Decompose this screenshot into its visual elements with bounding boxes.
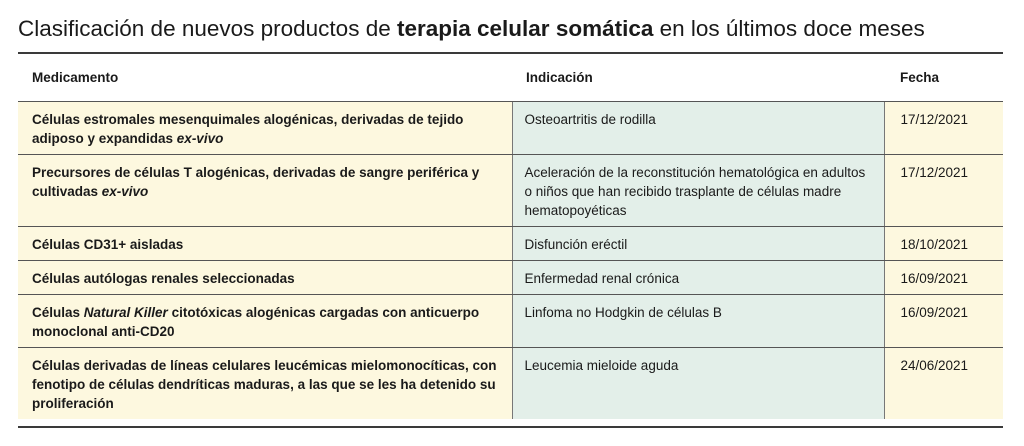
med-italic: ex-vivo (176, 131, 224, 146)
cell-medicamento (18, 227, 512, 261)
cell-fecha: 16/09/2021 (884, 261, 1003, 295)
header-medicamento: Medicamento (18, 54, 512, 102)
header-indicacion: Indicación (512, 54, 884, 102)
table-row (18, 155, 1003, 227)
cell-fecha: 17/12/2021 (884, 102, 1003, 155)
med-text: Células CD31+ aisladas (32, 237, 184, 252)
cell-indicacion: Osteoartritis de rodilla (512, 102, 884, 155)
med-text: Células (32, 305, 84, 320)
cell-medicamento (18, 155, 512, 227)
med-text: Células autólogas renales seleccionadas (32, 271, 295, 286)
title-bold: terapia celular somática (396, 16, 654, 41)
table-frame (18, 52, 1003, 428)
med-text: Precursores de células T alogénicas, derivadas de sangre periférica y cultivadas (32, 165, 480, 199)
cell-fecha: 16/09/2021 (884, 295, 1003, 348)
med-text: Células estromales mesenquimales alogénicas, derivadas de tejido adiposo y expandidas (32, 112, 464, 146)
table-header-row (18, 54, 1003, 102)
cell-medicamento (18, 295, 512, 348)
med-italic: Natural Killer (83, 305, 168, 320)
cell-fecha: 17/12/2021 (884, 155, 1003, 227)
table-row (18, 227, 1003, 261)
table-row (18, 261, 1003, 295)
products-table (18, 54, 1003, 419)
cell-indicacion: Aceleración de la reconstitución hematológica en adultos o niños que han recibido trasplante de células madre hematopoyéticas (512, 155, 884, 227)
cell-medicamento (18, 348, 512, 420)
page-title (18, 14, 1008, 44)
table-row (18, 295, 1003, 348)
cell-medicamento (18, 261, 512, 295)
table-row (18, 348, 1003, 420)
cell-indicacion: Disfunción eréctil (512, 227, 884, 261)
title-suffix: en los últimos doce meses (653, 16, 925, 41)
cell-medicamento (18, 102, 512, 155)
cell-indicacion: Linfoma no Hodgkin de células B (512, 295, 884, 348)
cell-fecha: 18/10/2021 (884, 227, 1003, 261)
med-text: Células derivadas de líneas celulares leucémicas mielomonocíticas, con fenotipo de células dendríticas maduras, a las que se les ha detenido su proliferación (32, 358, 497, 411)
table-row (18, 102, 1003, 155)
cell-indicacion: Enfermedad renal crónica (512, 261, 884, 295)
header-fecha: Fecha (884, 54, 1003, 102)
cell-indicacion: Leucemia mieloide aguda (512, 348, 884, 420)
title-prefix: Clasificación de nuevos productos de (18, 16, 397, 41)
cell-fecha: 24/06/2021 (884, 348, 1003, 420)
med-italic: ex-vivo (101, 184, 149, 199)
med-text-end: citotóxicas alogénicas cargadas con anticuerpo monoclonal anti-CD20 (32, 305, 480, 339)
